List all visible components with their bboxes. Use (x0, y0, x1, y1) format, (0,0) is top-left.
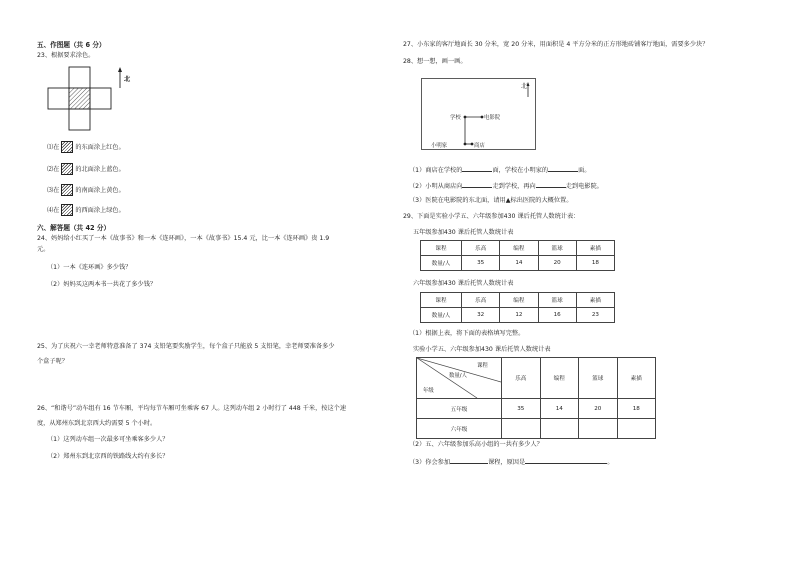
question-24-line1: 24、妈妈给小红买了一本《故事书》和一本《连环画》，一本《故事书》15.4 元，比一本《连环画》贵 1.9 (37, 235, 330, 242)
table-cell: 35 (462, 256, 500, 271)
q28-sub1-text-c: 面。 (578, 167, 591, 174)
table-row (417, 399, 656, 419)
q28-sub2-text-a: （2）小明从商店向 (409, 183, 463, 190)
table-cell: 32 (462, 308, 500, 323)
section-5-heading: 五、作图题（共 6 分） (37, 41, 106, 49)
question-26-sub2: （2）郑州东到北京西的铁路线大约有多长？ (47, 453, 169, 460)
table-header-cell: 课程 (421, 293, 462, 308)
diag-label-course: 课程 (477, 363, 488, 369)
combined-table-title: 实验小学五、六年级参加430 课后托管人数统计表 (413, 346, 551, 353)
grid-left-cell (48, 88, 69, 109)
table-cell: 20 (538, 256, 576, 271)
table-row (417, 419, 656, 439)
table-header-cell: 篮球 (538, 241, 576, 256)
combined-table (416, 357, 656, 439)
question-29: 29、下面是实验小学五、六年级参加430 课后托管人数统计表： (403, 213, 580, 220)
table-cell: 35 (502, 399, 541, 419)
question-26-sub1: （1）这列动车组一次最多可坐乘客多少人？ (47, 436, 169, 443)
map-label-cinema: 电影院 (484, 115, 501, 121)
diagonal-header-cell (417, 358, 502, 399)
table-header-cell: 素描 (617, 358, 656, 399)
question-24-line2: 元。 (37, 246, 50, 253)
q23-item-1 (47, 141, 125, 153)
question-24-sub1: （1）一本《连环画》多少钱？ (47, 264, 132, 271)
q29-sub1: （1）根据上表，将下面的表格填写完整。 (409, 330, 525, 337)
question-25-line1: 25、为了庆祝六一幸老师特意准备了 374 支铅笔要奖励学生，每个盒子只能放 5 支铅笔，幸老师要准备多少 (37, 343, 335, 350)
table-cell: 14 (540, 399, 579, 419)
q28-sub2 (409, 181, 603, 191)
q28-sub3: （3）医院在电影院的东北面，请用▲标出医院的大概位置。 (409, 197, 573, 204)
table-header-cell: 数量/人 (421, 256, 462, 271)
q23-item-4-prefix: ⑷在 (47, 207, 60, 214)
grid-bottom-cell (69, 109, 90, 130)
q23-item-2 (47, 163, 125, 175)
table-header-cell: 数量/人 (421, 308, 462, 323)
table-cell: 18 (617, 399, 656, 419)
grid-top-cell (69, 67, 90, 88)
question-25-line2: 个盒子呢？ (37, 358, 68, 365)
q23-item-3-prefix: ⑶在 (47, 187, 60, 194)
cinema-point (481, 116, 484, 119)
question-24-sub2: （2）妈妈买这两本书一共花了多少钱？ (47, 281, 157, 288)
q28-sub1-text-b: 面，学校在小明家的 (492, 167, 549, 174)
answer-blank[interactable] (536, 181, 566, 188)
diag-label-grade: 年级 (423, 388, 434, 394)
question-28: 28、想一想，画一画。 (403, 58, 467, 65)
diag-label-count: 数量/人 (449, 373, 467, 379)
north-arrow-icon (118, 67, 122, 88)
table-cell-empty[interactable] (617, 419, 656, 439)
grid-center-cell-hatched (69, 88, 90, 109)
q29-sub2: （2）五、六年级参加乐高小组的一共有多少人？ (409, 441, 543, 448)
north-label: 北 (124, 76, 131, 83)
q23-item-3 (47, 184, 125, 196)
q28-sub2-text-b: 走到学校，再向 (492, 183, 536, 190)
map-frame (422, 79, 536, 150)
hatched-square-icon (61, 163, 73, 175)
question-23: 23、根据要求涂色。 (37, 52, 95, 59)
q23-item-2-text: 的北面涂上蓝色。 (75, 166, 125, 173)
table-cell-empty[interactable] (502, 419, 541, 439)
table-grade5-title: 五年级参加430 课后托管人数统计表 (413, 229, 514, 236)
table-header-cell: 篮球 (579, 358, 618, 399)
hatched-square-icon (61, 184, 73, 196)
school-point (464, 116, 467, 119)
table-row (421, 308, 615, 323)
map-label-school: 学校 (450, 115, 461, 121)
q29-sub3-text-c: 。 (607, 459, 614, 466)
answer-blank[interactable] (548, 165, 578, 172)
table-header-cell: 素描 (576, 241, 614, 256)
question-26-line1: 26、“和谐号”动车组有 16 节车厢，平均每节车厢可坐乘客 67 人。这列动车组 2 小时行了 448 千米，按这个速 (37, 405, 347, 412)
q23-item-4 (47, 204, 125, 216)
q29-sub3-text-b: 课程，原因是 (488, 459, 526, 466)
home-point (464, 143, 467, 146)
table-header-cell: 篮球 (538, 293, 576, 308)
table-header-cell: 乐高 (462, 293, 500, 308)
table-header-cell: 编程 (500, 241, 538, 256)
map-label-store: 商店 (474, 143, 485, 149)
direction-map (421, 78, 536, 150)
table-cell: 23 (576, 308, 614, 323)
q28-sub1-text-a: （1）商店在学校的 (409, 167, 463, 174)
q29-sub3 (409, 457, 613, 467)
section-6-heading: 六、解答题（共 42 分） (37, 224, 111, 232)
store-point (471, 143, 474, 146)
table-header-cell: 乐高 (502, 358, 541, 399)
q23-item-2-prefix: ⑵在 (47, 166, 60, 173)
q23-item-1-text: 的东面涂上红色。 (75, 144, 125, 151)
answer-blank[interactable] (462, 181, 492, 188)
table-cell-empty[interactable] (540, 419, 579, 439)
answer-blank[interactable] (525, 457, 607, 464)
table-row (421, 293, 615, 308)
hatched-square-icon (61, 141, 73, 153)
table-cell-empty[interactable] (579, 419, 618, 439)
table-header-cell: 素描 (576, 293, 614, 308)
question-27: 27、小东家的客厅地面长 30 分米，宽 20 分米，用面积是 4 平方分米的正方形地砖铺客厅地面，需要多少块？ (403, 41, 709, 48)
map-north-label: 北 (521, 83, 528, 90)
table-row (421, 241, 615, 256)
table-row (417, 358, 656, 399)
table-header-cell: 乐高 (462, 241, 500, 256)
table-header-cell: 编程 (500, 293, 538, 308)
table-grade6-title: 六年级参加430 课后托管人数统计表 (413, 280, 514, 287)
table-cell: 14 (500, 256, 538, 271)
table-row (421, 256, 615, 271)
table-cell: 16 (538, 308, 576, 323)
q28-sub2-text-c: 走到电影院。 (565, 183, 603, 190)
q23-item-3-text: 的南面涂上黄色。 (75, 187, 125, 194)
answer-blank[interactable] (450, 457, 488, 464)
hatched-square-icon (61, 204, 73, 216)
table-cell: 18 (576, 256, 614, 271)
table-grade6 (420, 292, 615, 323)
grid-right-cell (90, 88, 111, 109)
table-grade5 (420, 240, 615, 271)
map-label-home: 小明家 (431, 143, 448, 149)
table-header-cell: 五年级 (417, 399, 502, 419)
q23-item-1-prefix: ⑴在 (47, 144, 60, 151)
q29-sub3-text-a: （3）你会参加 (409, 459, 451, 466)
table-header-cell: 编程 (540, 358, 579, 399)
table-cell: 20 (579, 399, 618, 419)
question-26-line2: 度，从郑州东到北京西大约需要 5 个小时。 (37, 420, 157, 427)
q28-sub1 (409, 165, 591, 175)
table-header-cell: 六年级 (417, 419, 502, 439)
q23-item-4-text: 的西面涂上绿色。 (75, 207, 125, 214)
table-header-cell: 课程 (421, 241, 462, 256)
answer-blank[interactable] (462, 165, 492, 172)
table-cell: 12 (500, 308, 538, 323)
